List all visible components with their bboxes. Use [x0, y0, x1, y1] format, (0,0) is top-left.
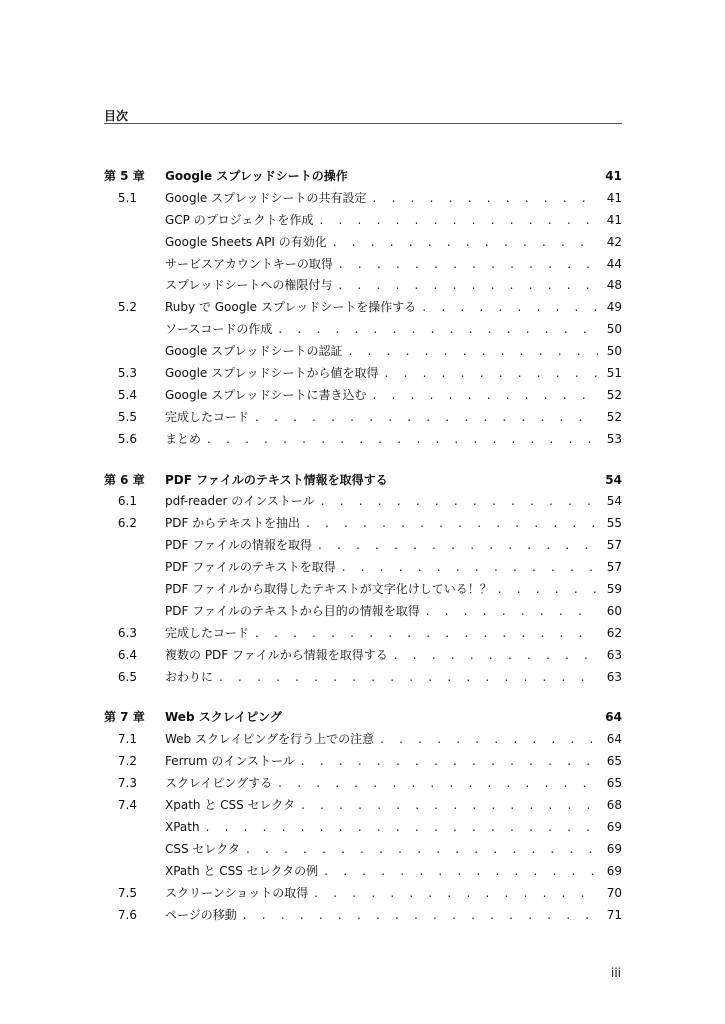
entry-title: 複数の PDF ファイルから情報を取得する — [165, 647, 388, 662]
entry-title: スクレイピングする — [165, 776, 273, 791]
chapter-title: Google スプレッドシートの操作 — [165, 169, 348, 183]
toc-entry[interactable] — [104, 579, 622, 601]
toc-entry[interactable] — [104, 363, 622, 385]
entry-title: まとめ — [165, 431, 202, 446]
chapter-block — [104, 707, 622, 926]
dot-leader — [373, 188, 598, 210]
section-number: 5.2 — [117, 300, 137, 315]
entry-title: Google スプレッドシートから値を取得 — [165, 366, 379, 381]
entry-page: 54 — [606, 494, 622, 509]
chapter-title: PDF ファイルのテキスト情報を取得する — [165, 472, 388, 487]
dot-leader — [301, 795, 598, 817]
entry-title: Google スプレッドシートの認証 — [165, 344, 343, 359]
section-number: 6.4 — [117, 647, 137, 662]
entry-page: 65 — [606, 754, 622, 769]
entry-title: Web スクレイピングを行う上での注意 — [165, 732, 375, 747]
toc-entry[interactable] — [104, 861, 622, 883]
dot-leader — [394, 645, 598, 667]
chapter-block — [104, 166, 622, 451]
toc-entry[interactable] — [104, 491, 622, 513]
entry-page: 42 — [606, 234, 622, 249]
entry-title: サービスアカウントキーの取得 — [165, 256, 333, 271]
entry-page: 50 — [606, 322, 622, 337]
dot-leader — [278, 319, 598, 341]
dot-leader — [324, 861, 598, 883]
dot-leader — [278, 773, 598, 795]
toc-entry[interactable] — [104, 535, 622, 557]
section-number: 6.1 — [117, 494, 137, 509]
entry-title: PDF ファイルの情報を取得 — [165, 538, 312, 553]
entry-page: 68 — [606, 798, 622, 813]
section-number: 6.5 — [117, 669, 137, 684]
chapter-label: 第 5 章 — [104, 169, 145, 183]
entry-page: 57 — [606, 560, 622, 575]
section-number: 5.6 — [117, 431, 137, 446]
entry-page: 41 — [606, 190, 622, 205]
section-number: 5.1 — [117, 190, 137, 205]
dot-leader — [255, 623, 598, 645]
toc-entry[interactable] — [104, 751, 622, 773]
entry-page: 49 — [606, 300, 622, 315]
toc-entry[interactable] — [104, 319, 622, 341]
toc-entry[interactable] — [104, 341, 622, 363]
entry-page: 57 — [606, 538, 622, 553]
toc-entry[interactable] — [104, 254, 622, 276]
entry-title: GCP のプロジェクトを作成 — [165, 212, 314, 227]
dot-leader — [320, 210, 599, 232]
chapter-label: 第 7 章 — [104, 710, 145, 725]
dot-leader — [321, 491, 598, 513]
dot-leader — [339, 254, 598, 276]
section-number: 5.5 — [117, 409, 137, 424]
dot-leader — [306, 513, 598, 535]
entry-title: Xpath と CSS セレクタ — [165, 798, 296, 813]
entry-page: 65 — [606, 776, 622, 791]
dot-leader — [373, 385, 598, 407]
entry-title: おわりに — [165, 669, 214, 684]
entry-title: Google スプレッドシートの共有設定 — [165, 190, 367, 205]
entry-page: 51 — [606, 366, 622, 381]
entry-title: 完成したコード — [165, 409, 250, 424]
dot-leader — [426, 601, 598, 623]
entry-title: PDF からテキストを抽出 — [165, 516, 300, 531]
entry-title: PDF ファイルのテキストを取得 — [165, 560, 336, 575]
toc-entry[interactable] — [104, 883, 622, 905]
entry-page: 60 — [606, 603, 622, 618]
entry-title: Google Sheets API の有効化 — [165, 234, 327, 249]
toc-entry[interactable] — [104, 513, 622, 535]
chapter-page: 54 — [605, 472, 622, 487]
toc-chapter-entry[interactable] — [104, 707, 622, 729]
dot-leader — [498, 579, 598, 601]
entry-page: 70 — [606, 885, 622, 900]
dot-leader — [255, 407, 598, 429]
page-number: iii — [610, 966, 621, 980]
section-number: 5.4 — [117, 387, 137, 402]
entry-page: 50 — [606, 344, 622, 359]
entry-page: 41 — [606, 212, 622, 227]
entry-title: 完成したコード — [165, 625, 250, 640]
toc-chapter-entry[interactable] — [104, 166, 622, 188]
toc-entry[interactable] — [104, 557, 622, 579]
section-number: 7.2 — [117, 754, 137, 769]
toc-entry[interactable] — [104, 385, 622, 407]
toc-entry[interactable] — [104, 623, 622, 645]
section-number: 7.1 — [117, 732, 137, 747]
entry-title: XPath と CSS セレクタの例 — [165, 863, 319, 878]
dot-leader — [219, 667, 598, 689]
running-header: 目次 — [104, 109, 129, 123]
entry-title: スプレッドシートへの権限付与 — [165, 278, 333, 293]
toc-entry[interactable] — [104, 407, 622, 429]
section-number: 7.3 — [117, 776, 137, 791]
toc-entry[interactable] — [104, 297, 622, 319]
entry-page: 44 — [606, 256, 622, 271]
toc-entry[interactable] — [104, 795, 622, 817]
entry-page: 63 — [606, 669, 622, 684]
toc-entry[interactable] — [104, 905, 622, 927]
entry-page: 64 — [606, 732, 622, 747]
toc-entry[interactable] — [104, 429, 622, 451]
entry-page: 62 — [606, 625, 622, 640]
entry-title: XPath — [165, 819, 200, 834]
dot-leader — [243, 905, 598, 927]
entry-page: 52 — [606, 387, 622, 402]
dot-leader — [338, 275, 598, 297]
entry-title: Ruby で Google スプレッドシートを操作する — [165, 300, 417, 315]
entry-title: PDF ファイルから取得したテキストが文字化けしている！？ — [165, 582, 492, 597]
toc-entry[interactable] — [104, 232, 622, 254]
section-number: 6.2 — [117, 516, 137, 531]
toc-entry[interactable] — [104, 645, 622, 667]
chapter-block — [104, 470, 622, 689]
entry-title: Ferrum のインストール — [165, 754, 295, 769]
toc-entry[interactable] — [104, 601, 622, 623]
dot-leader — [422, 297, 598, 319]
entry-page: 53 — [606, 431, 622, 446]
entry-page: 63 — [606, 647, 622, 662]
section-number: 7.5 — [117, 885, 137, 900]
entry-title: pdf-reader のインストール — [165, 494, 315, 509]
entry-title: スクリーンショットの取得 — [165, 885, 309, 900]
section-number: 6.3 — [117, 625, 137, 640]
dot-leader — [385, 363, 598, 385]
entry-page: 55 — [606, 516, 622, 531]
toc-entry[interactable] — [104, 210, 622, 232]
dot-leader — [301, 751, 598, 773]
toc-entry[interactable] — [104, 817, 622, 839]
chapter-title: Web スクレイピング — [165, 710, 282, 725]
toc-entry[interactable] — [104, 667, 622, 689]
entry-page: 48 — [606, 278, 622, 293]
dot-leader — [207, 429, 598, 451]
entry-title: CSS セレクタ — [165, 841, 240, 856]
dot-leader — [342, 557, 598, 579]
chapter-page: 64 — [605, 710, 622, 725]
table-of-contents — [104, 166, 622, 945]
entry-title: ページの移動 — [165, 907, 237, 922]
section-number: 7.4 — [117, 798, 137, 813]
entry-title: PDF ファイルのテキストから目的の情報を取得 — [165, 603, 420, 618]
entry-title: ソースコードの作成 — [165, 322, 273, 337]
dot-leader — [206, 817, 598, 839]
entry-page: 69 — [606, 841, 622, 856]
entry-page: 71 — [606, 907, 622, 922]
section-number: 7.6 — [117, 907, 137, 922]
dot-leader — [380, 729, 598, 751]
toc-entry[interactable] — [104, 275, 622, 297]
toc-entry[interactable] — [104, 839, 622, 861]
entry-title: Google スプレッドシートに書き込む — [165, 387, 367, 402]
dot-leader — [318, 535, 598, 557]
entry-page: 69 — [606, 863, 622, 878]
toc-chapter-entry[interactable] — [104, 470, 622, 492]
toc-entry[interactable] — [104, 773, 622, 795]
dot-leader — [246, 839, 598, 861]
section-number: 5.3 — [117, 366, 137, 381]
toc-entry[interactable] — [104, 188, 622, 210]
chapter-page: 41 — [605, 169, 622, 183]
chapter-label: 第 6 章 — [104, 472, 145, 487]
dot-leader — [314, 883, 598, 905]
toc-entry[interactable] — [104, 729, 622, 751]
dot-leader — [349, 341, 598, 363]
entry-page: 52 — [606, 409, 622, 424]
entry-page: 59 — [606, 582, 622, 597]
entry-page: 69 — [606, 819, 622, 834]
dot-leader — [333, 232, 598, 254]
header-rule — [104, 123, 622, 124]
